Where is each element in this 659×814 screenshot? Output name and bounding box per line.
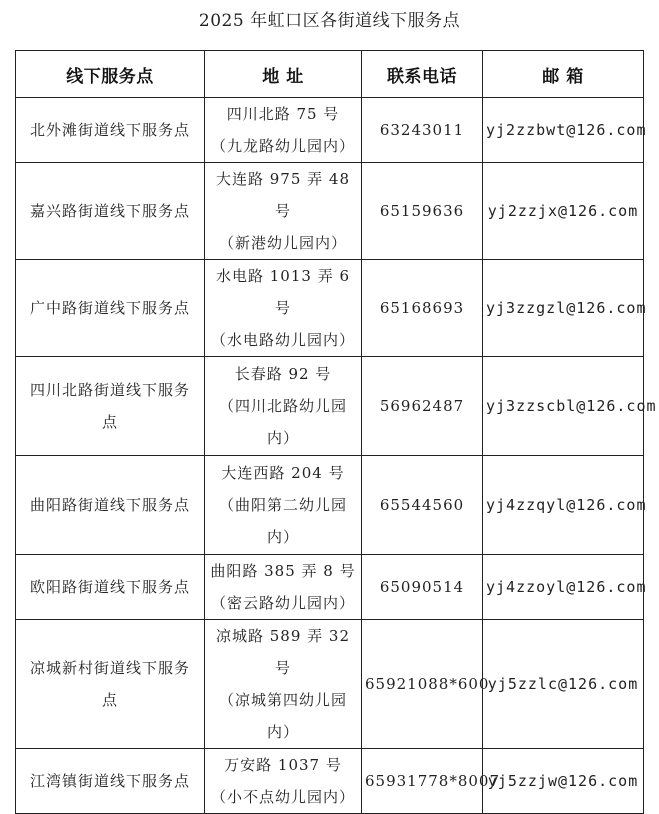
address-note: （新港幼儿园内） (218, 234, 347, 252)
address-cell (205, 260, 362, 357)
service-point-name: 凉城新村街道线下服务点 (16, 620, 205, 749)
email-cell: yj5zzlc@126.com (483, 620, 644, 749)
service-point-name: 欧阳路街道线下服务点 (16, 555, 205, 620)
service-point-name: 四川北路街道线下服务点 (16, 357, 205, 456)
phone-cell: 65168693 (362, 260, 483, 357)
phone-cell: 56962487 (362, 357, 483, 456)
address-note: （凉城第四幼儿园内） (218, 691, 347, 741)
table-row (16, 357, 644, 456)
phone-cell: 65159636 (362, 163, 483, 260)
phone-cell: 65544560 (362, 456, 483, 555)
table-row (16, 260, 644, 357)
service-point-name: 曲阳路街道线下服务点 (16, 456, 205, 555)
address-street: 曲阳路 385 弄 8 号 (210, 562, 356, 580)
service-points-table (15, 50, 657, 814)
email-cell: yj4zzqyl@126.com (483, 456, 644, 555)
header-phone: 联系电话 (362, 51, 483, 98)
address-cell (205, 749, 362, 814)
table-row (16, 749, 644, 814)
header-name: 线下服务点 (16, 51, 205, 98)
address-note: （水电路幼儿园内） (210, 331, 355, 349)
phone-cell: 65921088*600 (362, 620, 483, 749)
email-cell: yj5zzjw@126.com (483, 749, 644, 814)
address-note: （九龙路幼儿园内） (210, 137, 355, 155)
page-title: 2025 年虹口区各街道线下服务点 (198, 11, 461, 31)
address-street: 大连西路 204 号 (221, 464, 345, 482)
address-street: 万安路 1037 号 (224, 756, 342, 774)
address-cell (205, 163, 362, 260)
email-cell: yj4zzoyl@126.com (483, 555, 644, 620)
address-cell (205, 357, 362, 456)
address-note: （四川北路幼儿园内） (218, 397, 347, 447)
phone-cell: 65931778*8007 (362, 749, 483, 814)
address-cell (205, 98, 362, 163)
address-cell (205, 620, 362, 749)
email-cell: yj3zzgzl@126.com (483, 260, 644, 357)
table-row (16, 163, 644, 260)
address-cell (205, 456, 362, 555)
address-cell (205, 555, 362, 620)
address-street: 四川北路 75 号 (226, 105, 340, 123)
address-note: （小不点幼儿园内） (210, 788, 355, 806)
email-cell: yj3zzscbl@126.com (483, 357, 644, 456)
service-point-name: 广中路街道线下服务点 (16, 260, 205, 357)
service-point-name: 江湾镇街道线下服务点 (16, 749, 205, 814)
service-point-name: 北外滩街道线下服务点 (16, 98, 205, 163)
phone-cell: 63243011 (362, 98, 483, 163)
address-note: （曲阳第二幼儿园内） (218, 496, 347, 546)
table-row (16, 555, 644, 620)
phone-cell: 65090514 (362, 555, 483, 620)
header-address: 地 址 (205, 51, 362, 98)
address-note: （密云路幼儿园内） (210, 594, 355, 612)
table-row (16, 98, 644, 163)
header-email: 邮 箱 (483, 51, 644, 98)
email-cell: yj2zzjx@126.com (483, 163, 644, 260)
address-street: 大连路 975 弄 48 号 (215, 170, 351, 220)
address-street: 水电路 1013 弄 6 号 (215, 267, 351, 317)
table-row (16, 620, 644, 749)
address-street: 凉城路 589 弄 32 号 (215, 627, 351, 677)
email-cell: yj2zzbwt@126.com (483, 98, 644, 163)
table-header-row (16, 51, 644, 98)
address-street: 长春路 92 号 (234, 365, 332, 383)
table-row (16, 456, 644, 555)
service-point-name: 嘉兴路街道线下服务点 (16, 163, 205, 260)
